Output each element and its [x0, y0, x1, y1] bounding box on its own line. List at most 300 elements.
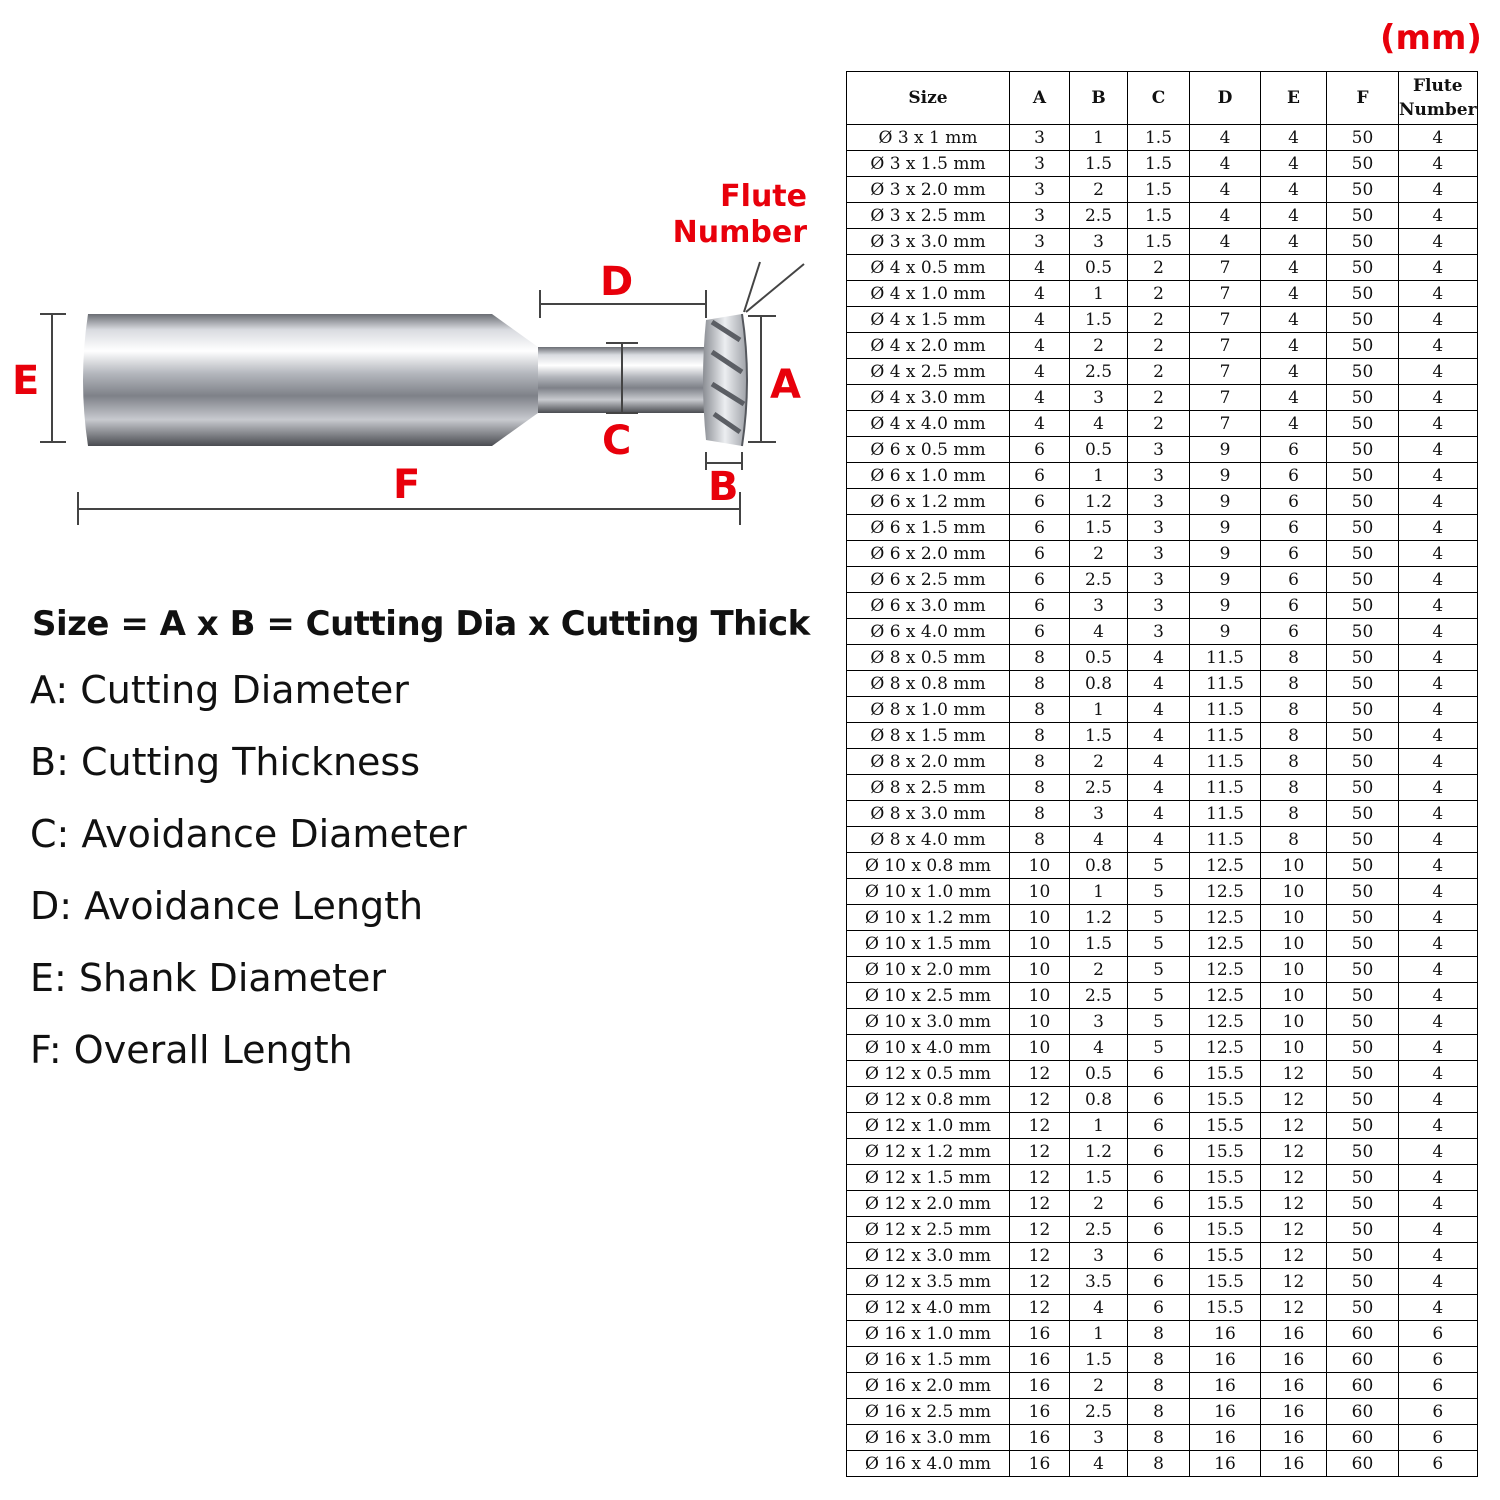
table-cell: 5: [1128, 983, 1190, 1009]
table-cell: 4: [1190, 151, 1261, 177]
table-cell: 8: [1261, 697, 1327, 723]
table-row: [847, 1191, 1478, 1217]
table-cell: 8: [1261, 723, 1327, 749]
table-row: [847, 203, 1478, 229]
table-cell: 12: [1010, 1113, 1070, 1139]
table-cell: 50: [1327, 879, 1399, 905]
table-cell: 2: [1070, 333, 1128, 359]
table-cell: 16: [1261, 1399, 1327, 1425]
table-cell: 2.5: [1070, 567, 1128, 593]
table-cell: 16: [1010, 1373, 1070, 1399]
table-cell: 3: [1070, 593, 1128, 619]
table-cell: Ø 6 x 2.5 mm: [847, 567, 1010, 593]
table-cell: 50: [1327, 151, 1399, 177]
table-cell: 16: [1190, 1373, 1261, 1399]
table-cell: 7: [1190, 281, 1261, 307]
table-cell: 50: [1327, 671, 1399, 697]
table-row: [847, 749, 1478, 775]
table-row: [847, 775, 1478, 801]
table-cell: 7: [1190, 255, 1261, 281]
table-cell: Ø 6 x 3.0 mm: [847, 593, 1010, 619]
table-row: [847, 931, 1478, 957]
table-cell: 4: [1399, 1009, 1478, 1035]
table-cell: 10: [1261, 1009, 1327, 1035]
table-cell: 11.5: [1190, 827, 1261, 853]
table-cell: Ø 12 x 0.5 mm: [847, 1061, 1010, 1087]
table-cell: 50: [1327, 1217, 1399, 1243]
table-cell: 6: [1128, 1087, 1190, 1113]
table-cell: Ø 12 x 3.5 mm: [847, 1269, 1010, 1295]
unit-label: (mm): [1380, 18, 1482, 58]
table-cell: 2.5: [1070, 1217, 1128, 1243]
table-cell: 4: [1399, 1113, 1478, 1139]
table-cell: 8: [1010, 645, 1070, 671]
dimension-legend: [30, 664, 467, 1096]
table-cell: 3: [1010, 177, 1070, 203]
table-cell: 16: [1010, 1347, 1070, 1373]
table-cell: 4: [1261, 359, 1327, 385]
table-cell: 60: [1327, 1425, 1399, 1451]
table-cell: 6: [1399, 1321, 1478, 1347]
table-cell: 5: [1128, 957, 1190, 983]
table-cell: 50: [1327, 515, 1399, 541]
table-row: [847, 983, 1478, 1009]
table-cell: 8: [1128, 1373, 1190, 1399]
table-cell: 12: [1010, 1165, 1070, 1191]
table-cell: 50: [1327, 567, 1399, 593]
table-cell: Ø 4 x 4.0 mm: [847, 411, 1010, 437]
table-cell: 8: [1010, 827, 1070, 853]
table-cell: 50: [1327, 1269, 1399, 1295]
table-row: [847, 177, 1478, 203]
label-a: A: [770, 362, 801, 408]
table-cell: 4: [1399, 177, 1478, 203]
table-row: [847, 593, 1478, 619]
table-cell: 4: [1261, 203, 1327, 229]
table-cell: 12: [1010, 1191, 1070, 1217]
table-cell: Ø 6 x 1.0 mm: [847, 463, 1010, 489]
table-cell: 12.5: [1190, 905, 1261, 931]
table-cell: 50: [1327, 1139, 1399, 1165]
table-cell: 10: [1010, 1035, 1070, 1061]
table-cell: 12: [1261, 1217, 1327, 1243]
table-cell: 1: [1070, 125, 1128, 151]
table-cell: 4: [1261, 333, 1327, 359]
table-cell: 12: [1010, 1243, 1070, 1269]
table-row: [847, 385, 1478, 411]
table-cell: 2.5: [1070, 1399, 1128, 1425]
table-cell: 4: [1070, 1451, 1128, 1477]
table-cell: Ø 12 x 1.5 mm: [847, 1165, 1010, 1191]
table-cell: 3: [1010, 229, 1070, 255]
table-cell: 11.5: [1190, 645, 1261, 671]
column-header: F: [1327, 72, 1399, 125]
table-cell: 4: [1399, 697, 1478, 723]
table-cell: 60: [1327, 1321, 1399, 1347]
table-cell: 15.5: [1190, 1061, 1261, 1087]
table-cell: Ø 10 x 0.8 mm: [847, 853, 1010, 879]
table-cell: 12: [1261, 1269, 1327, 1295]
table-row: [847, 905, 1478, 931]
table-cell: 8: [1128, 1347, 1190, 1373]
table-cell: 9: [1190, 515, 1261, 541]
table-row: [847, 437, 1478, 463]
table-cell: 12: [1010, 1295, 1070, 1321]
table-cell: 8: [1128, 1425, 1190, 1451]
table-cell: 50: [1327, 931, 1399, 957]
table-row: [847, 1061, 1478, 1087]
table-cell: Ø 8 x 1.0 mm: [847, 697, 1010, 723]
table-cell: 16: [1010, 1425, 1070, 1451]
table-cell: Ø 8 x 1.5 mm: [847, 723, 1010, 749]
column-header: Size: [847, 72, 1010, 125]
table-cell: 8: [1261, 645, 1327, 671]
table-cell: 16: [1261, 1347, 1327, 1373]
table-cell: 3: [1128, 567, 1190, 593]
table-cell: Ø 10 x 1.5 mm: [847, 931, 1010, 957]
table-cell: 4: [1128, 671, 1190, 697]
table-cell: 10: [1010, 905, 1070, 931]
table-row: [847, 1347, 1478, 1373]
table-cell: 6: [1261, 437, 1327, 463]
table-cell: 4: [1399, 307, 1478, 333]
table-cell: Ø 6 x 0.5 mm: [847, 437, 1010, 463]
table-cell: 1.5: [1128, 229, 1190, 255]
table-cell: 4: [1399, 1269, 1478, 1295]
table-cell: 6: [1261, 489, 1327, 515]
table-cell: 8: [1010, 671, 1070, 697]
table-row: [847, 1295, 1478, 1321]
table-row: [847, 645, 1478, 671]
table-cell: 15.5: [1190, 1269, 1261, 1295]
table-cell: 11.5: [1190, 801, 1261, 827]
table-cell: 12.5: [1190, 853, 1261, 879]
table-cell: Ø 10 x 1.0 mm: [847, 879, 1010, 905]
table-cell: 4: [1070, 411, 1128, 437]
table-cell: 50: [1327, 827, 1399, 853]
table-cell: 4: [1399, 463, 1478, 489]
table-cell: 4: [1010, 411, 1070, 437]
table-cell: 8: [1261, 775, 1327, 801]
table-cell: 10: [1261, 853, 1327, 879]
column-header: C: [1128, 72, 1190, 125]
table-cell: 12: [1010, 1061, 1070, 1087]
table-cell: 4: [1261, 177, 1327, 203]
legend-item-d: D: Avoidance Length: [30, 884, 424, 928]
table-cell: 8: [1010, 697, 1070, 723]
table-cell: 8: [1128, 1321, 1190, 1347]
table-cell: Ø 8 x 3.0 mm: [847, 801, 1010, 827]
table-cell: 0.5: [1070, 255, 1128, 281]
table-cell: 6: [1128, 1061, 1190, 1087]
table-cell: 4: [1261, 151, 1327, 177]
table-cell: 7: [1190, 307, 1261, 333]
table-cell: 6: [1399, 1451, 1478, 1477]
table-cell: 2: [1128, 359, 1190, 385]
table-cell: 4: [1399, 827, 1478, 853]
table-cell: 15.5: [1190, 1165, 1261, 1191]
table-cell: 4: [1399, 255, 1478, 281]
table-cell: 3: [1070, 801, 1128, 827]
table-cell: 0.5: [1070, 645, 1128, 671]
table-cell: Ø 8 x 2.5 mm: [847, 775, 1010, 801]
table-cell: 10: [1261, 879, 1327, 905]
table-cell: 10: [1010, 931, 1070, 957]
table-cell: 3: [1010, 151, 1070, 177]
table-cell: 12.5: [1190, 983, 1261, 1009]
table-cell: 4: [1399, 437, 1478, 463]
table-cell: 16: [1261, 1425, 1327, 1451]
table-cell: 50: [1327, 723, 1399, 749]
spec-table: [846, 71, 1478, 1477]
table-cell: 16: [1261, 1373, 1327, 1399]
table-cell: Ø 16 x 2.0 mm: [847, 1373, 1010, 1399]
table-cell: 2: [1070, 749, 1128, 775]
table-cell: 2.5: [1070, 983, 1128, 1009]
table-cell: 50: [1327, 1295, 1399, 1321]
table-row: [847, 1113, 1478, 1139]
table-cell: 3: [1010, 203, 1070, 229]
table-row: [847, 1165, 1478, 1191]
table-cell: 50: [1327, 437, 1399, 463]
table-cell: 15.5: [1190, 1191, 1261, 1217]
table-cell: 4: [1128, 697, 1190, 723]
table-cell: 6: [1010, 619, 1070, 645]
table-cell: 4: [1399, 489, 1478, 515]
table-cell: 3: [1070, 1009, 1128, 1035]
table-row: [847, 801, 1478, 827]
table-cell: 4: [1399, 905, 1478, 931]
table-row: [847, 1087, 1478, 1113]
table-cell: 3: [1070, 1425, 1128, 1451]
table-cell: 1.5: [1128, 151, 1190, 177]
table-cell: Ø 16 x 4.0 mm: [847, 1451, 1010, 1477]
table-cell: 16: [1190, 1451, 1261, 1477]
table-cell: 6: [1010, 567, 1070, 593]
table-row: [847, 489, 1478, 515]
table-cell: 4: [1128, 645, 1190, 671]
table-cell: 1: [1070, 281, 1128, 307]
table-cell: Ø 4 x 1.5 mm: [847, 307, 1010, 333]
table-cell: 16: [1261, 1451, 1327, 1477]
table-cell: 6: [1128, 1191, 1190, 1217]
table-cell: 1.5: [1070, 723, 1128, 749]
table-cell: 6: [1010, 541, 1070, 567]
table-cell: 10: [1261, 905, 1327, 931]
table-row: [847, 151, 1478, 177]
table-cell: 10: [1261, 957, 1327, 983]
table-cell: Ø 4 x 2.5 mm: [847, 359, 1010, 385]
table-cell: 4: [1399, 203, 1478, 229]
flute-label-line1: Flute: [720, 179, 807, 214]
table-cell: 15.5: [1190, 1139, 1261, 1165]
table-cell: 50: [1327, 489, 1399, 515]
table-cell: Ø 12 x 4.0 mm: [847, 1295, 1010, 1321]
table-row: [847, 307, 1478, 333]
table-cell: 6: [1128, 1217, 1190, 1243]
table-cell: 6: [1399, 1347, 1478, 1373]
table-cell: 4: [1261, 411, 1327, 437]
table-cell: 4: [1010, 333, 1070, 359]
table-cell: 6: [1010, 437, 1070, 463]
table-cell: 1.5: [1070, 151, 1128, 177]
legend-item-e: E: Shank Diameter: [30, 956, 386, 1000]
table-cell: 4: [1128, 723, 1190, 749]
table-cell: 4: [1128, 827, 1190, 853]
table-cell: 4: [1399, 619, 1478, 645]
table-cell: 4: [1070, 1035, 1128, 1061]
table-cell: Ø 8 x 0.5 mm: [847, 645, 1010, 671]
cutting-head: [703, 314, 747, 446]
table-cell: 6: [1128, 1113, 1190, 1139]
table-cell: 8: [1128, 1399, 1190, 1425]
table-row: [847, 515, 1478, 541]
table-cell: 50: [1327, 333, 1399, 359]
table-cell: Ø 10 x 1.2 mm: [847, 905, 1010, 931]
table-cell: 3: [1128, 489, 1190, 515]
tool-diagram: [0, 160, 830, 560]
label-f: F: [393, 462, 421, 508]
column-header: E: [1261, 72, 1327, 125]
table-cell: 9: [1190, 619, 1261, 645]
table-cell: 3: [1128, 593, 1190, 619]
table-cell: 4: [1128, 749, 1190, 775]
table-cell: 2.5: [1070, 203, 1128, 229]
table-cell: 5: [1128, 1009, 1190, 1035]
shank-body: [83, 314, 492, 446]
table-cell: 50: [1327, 1009, 1399, 1035]
table-cell: 4: [1399, 1139, 1478, 1165]
table-cell: 2.5: [1070, 775, 1128, 801]
table-row: [847, 541, 1478, 567]
legend-item-b: B: Cutting Thickness: [30, 740, 421, 784]
table-cell: 8: [1010, 775, 1070, 801]
table-cell: 8: [1010, 723, 1070, 749]
table-cell: 2: [1070, 177, 1128, 203]
table-cell: 8: [1261, 671, 1327, 697]
table-cell: 4: [1399, 1165, 1478, 1191]
table-cell: 10: [1261, 1035, 1327, 1061]
table-cell: 8: [1010, 801, 1070, 827]
table-cell: Ø 12 x 0.8 mm: [847, 1087, 1010, 1113]
table-cell: Ø 6 x 1.5 mm: [847, 515, 1010, 541]
table-cell: Ø 12 x 1.2 mm: [847, 1139, 1010, 1165]
table-cell: 50: [1327, 1113, 1399, 1139]
table-cell: 6: [1010, 593, 1070, 619]
table-cell: 12.5: [1190, 957, 1261, 983]
table-cell: 1.5: [1128, 177, 1190, 203]
table-cell: 4: [1399, 567, 1478, 593]
table-cell: 60: [1327, 1373, 1399, 1399]
table-cell: 6: [1261, 593, 1327, 619]
table-cell: 12.5: [1190, 931, 1261, 957]
table-cell: Ø 10 x 2.0 mm: [847, 957, 1010, 983]
table-row: [847, 619, 1478, 645]
table-cell: 8: [1010, 749, 1070, 775]
table-row: [847, 723, 1478, 749]
table-cell: 2: [1128, 255, 1190, 281]
table-cell: 7: [1190, 385, 1261, 411]
table-cell: Ø 12 x 3.0 mm: [847, 1243, 1010, 1269]
table-cell: 0.5: [1070, 1061, 1128, 1087]
table-cell: 15.5: [1190, 1243, 1261, 1269]
table-cell: 12: [1010, 1139, 1070, 1165]
table-cell: 12.5: [1190, 1009, 1261, 1035]
table-cell: 3: [1070, 229, 1128, 255]
table-cell: 4: [1261, 307, 1327, 333]
table-cell: 50: [1327, 593, 1399, 619]
table-cell: 11.5: [1190, 775, 1261, 801]
table-cell: 4: [1261, 125, 1327, 151]
table-row: [847, 853, 1478, 879]
table-cell: 8: [1261, 827, 1327, 853]
table-cell: 1.5: [1070, 1347, 1128, 1373]
legend-item-a: A: Cutting Diameter: [30, 668, 409, 712]
label-e: E: [12, 358, 40, 404]
table-cell: Ø 6 x 2.0 mm: [847, 541, 1010, 567]
table-cell: 50: [1327, 1035, 1399, 1061]
table-cell: 60: [1327, 1347, 1399, 1373]
table-cell: Ø 16 x 1.5 mm: [847, 1347, 1010, 1373]
neck-taper: [492, 314, 538, 446]
table-cell: Ø 3 x 1.5 mm: [847, 151, 1010, 177]
table-cell: Ø 3 x 3.0 mm: [847, 229, 1010, 255]
table-cell: 4: [1399, 749, 1478, 775]
table-cell: Ø 16 x 3.0 mm: [847, 1425, 1010, 1451]
table-cell: 50: [1327, 983, 1399, 1009]
size-formula: Size = A x B = Cutting Dia x Cutting Thick: [32, 604, 810, 644]
table-cell: 50: [1327, 1243, 1399, 1269]
table-cell: 16: [1010, 1399, 1070, 1425]
table-cell: 6: [1010, 463, 1070, 489]
table-cell: 12: [1010, 1087, 1070, 1113]
table-cell: 4: [1070, 1295, 1128, 1321]
table-cell: 9: [1190, 567, 1261, 593]
table-cell: 9: [1190, 489, 1261, 515]
table-cell: 4: [1190, 203, 1261, 229]
table-cell: 15.5: [1190, 1087, 1261, 1113]
table-cell: 8: [1261, 749, 1327, 775]
table-row: [847, 957, 1478, 983]
table-cell: 50: [1327, 177, 1399, 203]
table-cell: 15.5: [1190, 1295, 1261, 1321]
table-cell: Ø 6 x 1.2 mm: [847, 489, 1010, 515]
table-cell: 4: [1070, 827, 1128, 853]
table-header-row: [847, 72, 1478, 125]
table-row: [847, 567, 1478, 593]
table-cell: 10: [1010, 853, 1070, 879]
table-cell: 4: [1399, 1061, 1478, 1087]
column-header: Flute Number: [1399, 72, 1478, 125]
table-cell: 6: [1261, 541, 1327, 567]
table-cell: Ø 8 x 4.0 mm: [847, 827, 1010, 853]
table-cell: 4: [1399, 151, 1478, 177]
table-cell: 6: [1261, 515, 1327, 541]
table-cell: 2: [1070, 541, 1128, 567]
table-cell: Ø 3 x 2.5 mm: [847, 203, 1010, 229]
table-cell: 16: [1010, 1321, 1070, 1347]
table-row: [847, 1425, 1478, 1451]
table-cell: 12: [1261, 1295, 1327, 1321]
table-cell: 1: [1070, 697, 1128, 723]
table-cell: 15.5: [1190, 1217, 1261, 1243]
table-cell: 11.5: [1190, 749, 1261, 775]
table-cell: 7: [1190, 333, 1261, 359]
table-cell: 0.8: [1070, 853, 1128, 879]
table-cell: 1: [1070, 879, 1128, 905]
table-cell: 12: [1261, 1061, 1327, 1087]
table-cell: 1.2: [1070, 1139, 1128, 1165]
